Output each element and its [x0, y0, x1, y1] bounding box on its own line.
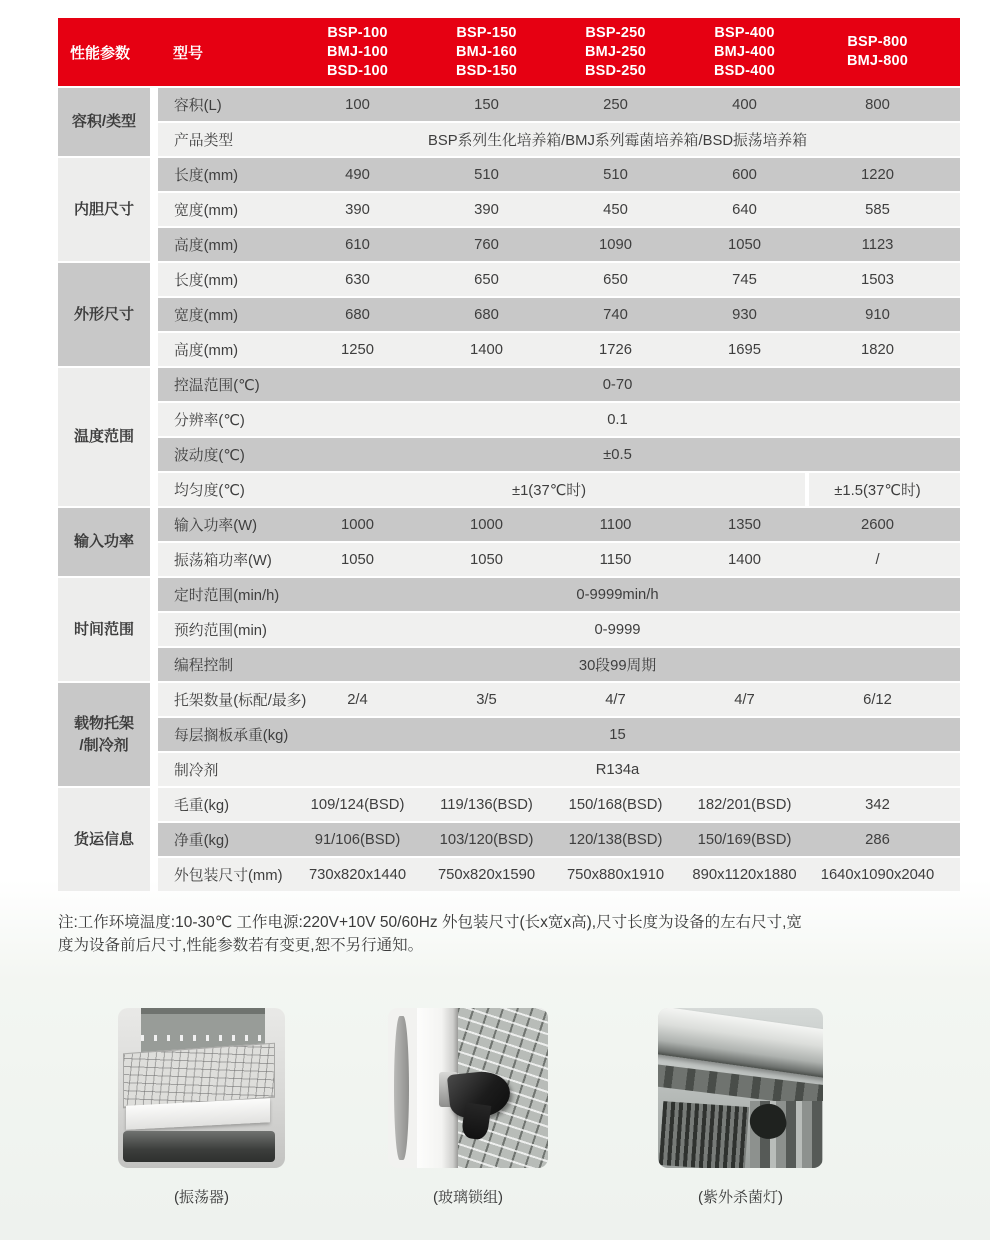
- value-cell: 910: [865, 306, 890, 323]
- value-cell: 800: [865, 96, 890, 113]
- spec-row: [158, 438, 960, 471]
- category-label: 内胆尺寸: [73, 200, 134, 218]
- model-number: BSD-100: [326, 62, 389, 79]
- row-label: 每层搁板承重(kg): [174, 728, 289, 744]
- value-cell: 1050: [470, 551, 503, 568]
- spec-row: [158, 263, 960, 296]
- spec-row: [158, 753, 960, 786]
- footnote-line-1: 注:工作环境温度:10-30℃ 工作电源:220V+10V 50/60Hz 外包装尺寸(长x宽x高),尺寸长度为设备的左右尺寸,宽: [58, 913, 802, 931]
- span-value-cell: 0.1: [607, 411, 628, 428]
- value-cell: 1123: [861, 236, 894, 253]
- value-cell: 100: [345, 96, 370, 113]
- model-number: BMJ-250: [584, 43, 647, 60]
- row-label: 振荡箱功率(W): [174, 553, 272, 569]
- span-value-cell: 0-9999: [594, 621, 641, 638]
- row-label: 净重(kg): [174, 833, 230, 849]
- value-cell: 730x820x1440: [308, 866, 407, 883]
- row-label: 高度(mm): [174, 238, 239, 254]
- span-value-cell: BSP系列生化培养箱/BMJ系列霉菌培养箱/BSD振荡培养箱: [428, 133, 807, 149]
- value-cell: 4/7: [605, 691, 626, 708]
- span-value-cell: 0-9999min/h: [576, 586, 659, 603]
- value-cell: 1150: [599, 551, 632, 568]
- value-cell: 2600: [861, 516, 894, 533]
- row-label: 长度(mm): [174, 168, 239, 184]
- caption-uv-lamp: (紫外杀菌灯): [698, 1189, 783, 1206]
- header-model-column: [293, 18, 422, 86]
- spec-group: [58, 578, 960, 683]
- value-cell: 640: [732, 201, 757, 218]
- footnote-line-2: 度为设备前后尺寸,性能参数若有变更,恕不另行通知。: [58, 936, 424, 954]
- span-left-value-cell: ±1(37℃时): [511, 483, 587, 499]
- category-label: 温度范围: [73, 428, 134, 445]
- row-label: 定时范围(min/h): [174, 588, 280, 604]
- category-cell: [58, 263, 150, 366]
- value-cell: 1000: [341, 516, 374, 533]
- value-cell: 6/12: [863, 691, 892, 708]
- model-number: BSP-800: [847, 34, 908, 50]
- value-cell: 1695: [728, 341, 761, 358]
- category-label: /制冷剂: [79, 736, 129, 754]
- value-cell: 150: [474, 96, 499, 113]
- row-label: 输入功率(W): [174, 518, 258, 534]
- category-label: 容积/类型: [71, 113, 137, 130]
- spec-row: [158, 508, 960, 541]
- value-cell: 585: [865, 201, 890, 218]
- spec-row: [158, 823, 960, 856]
- row-label: 均匀度(℃): [174, 483, 245, 499]
- category-cell: [58, 508, 150, 576]
- group-rows: [158, 368, 960, 508]
- value-cell: 930: [732, 306, 757, 323]
- spec-group: [58, 263, 960, 368]
- spec-row: [158, 368, 960, 401]
- value-cell: 510: [603, 166, 628, 183]
- model-number: BMJ-400: [713, 43, 776, 60]
- spec-row: [158, 403, 960, 436]
- category-label: 载物托架: [73, 714, 134, 732]
- value-cell: 890x1120x1880: [692, 866, 797, 883]
- value-cell: 650: [474, 271, 499, 288]
- spec-group: [58, 788, 960, 893]
- shaker-dark-base: [123, 1131, 275, 1161]
- value-cell: 1350: [728, 516, 761, 533]
- category-cell: [58, 368, 150, 506]
- value-cell: 745: [732, 271, 757, 288]
- header-model-column: [551, 18, 680, 86]
- photo-shaker: [118, 1008, 285, 1168]
- category-label: 货运信息: [73, 830, 134, 848]
- row-label: 容积(L): [174, 98, 222, 114]
- value-cell: 390: [345, 201, 370, 218]
- caption-glass-lock: (玻璃锁组): [433, 1189, 503, 1206]
- model-number: BMJ-100: [326, 43, 389, 60]
- caption-shaker: (振荡器): [174, 1189, 229, 1206]
- row-label: 高度(mm): [174, 343, 239, 359]
- group-rows: [158, 88, 960, 158]
- spec-row: [158, 578, 960, 611]
- spec-row: [158, 473, 960, 506]
- spec-table: [58, 18, 960, 893]
- row-label: 预约范围(min): [174, 623, 267, 639]
- spec-row: [158, 613, 960, 646]
- span-value-cell: 15: [609, 726, 626, 743]
- row-label: 长度(mm): [174, 273, 239, 289]
- value-cell: 1250: [341, 341, 374, 358]
- header-model-column: [422, 18, 551, 86]
- row-label: 托架数量(标配/最多): [174, 693, 307, 709]
- category-cell: [58, 88, 150, 156]
- row-label: 分辨率(℃): [174, 413, 245, 429]
- spec-group: [58, 508, 960, 578]
- model-number: BSP-400: [714, 24, 775, 41]
- model-number: BMJ-160: [455, 43, 518, 60]
- header-performance-params: 性能参数: [70, 44, 131, 62]
- row-label: 外包装尺寸(mm): [174, 868, 283, 884]
- value-cell: 1726: [599, 341, 632, 358]
- row-label: 编程控制: [174, 658, 234, 674]
- span-value-cell: R134a: [595, 761, 640, 778]
- value-cell: 91/106(BSD): [314, 831, 401, 848]
- value-cell: 1820: [861, 341, 894, 358]
- value-cell: 510: [474, 166, 499, 183]
- value-cell: 600: [732, 166, 757, 183]
- category-label: 输入功率: [73, 533, 134, 550]
- spec-row: [158, 158, 960, 191]
- category-cell: [58, 158, 150, 261]
- value-cell: 1400: [470, 341, 503, 358]
- value-cell: 103/120(BSD): [439, 831, 534, 848]
- row-label: 毛重(kg): [174, 798, 230, 814]
- value-cell: 342: [865, 796, 890, 813]
- span-value-cell: ±0.5: [603, 446, 632, 463]
- model-number: BSP-100: [327, 24, 388, 41]
- spec-row: [158, 193, 960, 226]
- header-model-column: [680, 18, 809, 86]
- spec-row: [158, 858, 960, 891]
- row-label: 宽度(mm): [174, 203, 239, 219]
- photo-uv-lamp: [658, 1008, 823, 1168]
- spec-row: [158, 298, 960, 331]
- footnote: [58, 911, 942, 957]
- model-number: BSD-150: [455, 62, 518, 79]
- row-label: 控温范围(℃): [174, 378, 260, 394]
- spec-row: [158, 788, 960, 821]
- spec-group: [58, 683, 960, 788]
- spec-row: [158, 88, 960, 121]
- value-cell: 1050: [341, 551, 374, 568]
- value-cell: 120/138(BSD): [568, 831, 663, 848]
- row-label: 波动度(℃): [174, 448, 245, 464]
- spec-row: [158, 543, 960, 576]
- group-rows: [158, 788, 960, 893]
- group-rows: [158, 508, 960, 578]
- spec-row: [158, 718, 960, 751]
- model-number: BSD-400: [713, 62, 776, 79]
- row-label: 产品类型: [174, 133, 234, 149]
- group-rows: [158, 263, 960, 368]
- spec-group: [58, 88, 960, 158]
- category-cell: [58, 578, 150, 681]
- value-cell: 740: [603, 306, 628, 323]
- value-cell: 630: [345, 271, 370, 288]
- value-cell: 1400: [728, 551, 761, 568]
- value-cell: 150/169(BSD): [697, 831, 792, 848]
- value-cell: 119/136(BSD): [440, 796, 533, 813]
- spec-row: [158, 123, 960, 156]
- value-cell: 182/201(BSD): [697, 796, 792, 813]
- value-cell: 1640x1090x2040: [820, 866, 935, 883]
- value-cell: 109/124(BSD): [310, 796, 405, 813]
- row-label: 宽度(mm): [174, 308, 239, 324]
- door-edge-sliver: [394, 1016, 408, 1160]
- spec-row: [158, 683, 960, 716]
- spec-row: [158, 648, 960, 681]
- value-cell: 400: [732, 96, 757, 113]
- category-label: 时间范围: [73, 620, 134, 638]
- model-number: BSP-150: [456, 24, 517, 41]
- header-model-column: [809, 18, 960, 86]
- spec-row: [158, 228, 960, 261]
- value-cell: 750x820x1590: [437, 866, 536, 883]
- value-cell: 650: [603, 271, 628, 288]
- span-value-cell: 0-70: [602, 376, 633, 393]
- photo-glass-lock: [388, 1008, 548, 1168]
- row-label: 制冷剂: [174, 763, 219, 779]
- value-cell: 3/5: [476, 691, 497, 708]
- value-cell: 1000: [470, 516, 503, 533]
- value-cell: 680: [474, 306, 499, 323]
- model-number: BMJ-800: [846, 53, 909, 69]
- value-cell: 4/7: [734, 691, 755, 708]
- model-number: BSP-250: [585, 24, 646, 41]
- model-number: BSD-250: [584, 62, 647, 79]
- value-cell: 250: [603, 96, 628, 113]
- group-rows: [158, 578, 960, 683]
- uv-lamp-fins: [659, 1101, 749, 1168]
- value-cell: 1220: [861, 166, 894, 183]
- value-cell: 680: [345, 306, 370, 323]
- value-cell: 390: [474, 201, 499, 218]
- group-rows: [158, 683, 960, 788]
- category-label: 外形尺寸: [73, 305, 134, 323]
- value-cell: 1100: [599, 516, 632, 533]
- value-cell: 286: [865, 831, 890, 848]
- value-cell: 760: [474, 236, 499, 253]
- value-cell: 1503: [861, 271, 894, 288]
- spec-group: [58, 158, 960, 263]
- value-cell: 150/168(BSD): [568, 796, 663, 813]
- value-cell: 490: [345, 166, 370, 183]
- category-cell: [58, 683, 150, 786]
- span-value-cell: 30段99周期: [578, 658, 657, 674]
- value-cell: 1050: [728, 236, 761, 253]
- value-cell: /: [875, 551, 880, 568]
- value-cell: 1090: [599, 236, 632, 253]
- category-cell: [58, 788, 150, 891]
- header-model-label: 型号: [173, 44, 204, 62]
- value-cell: 750x880x1910: [566, 866, 665, 883]
- right-value-cell: ±1.5(37℃时): [834, 483, 921, 499]
- spec-group: [58, 368, 960, 508]
- value-cell: 2/4: [347, 691, 368, 708]
- value-cell: 450: [603, 201, 628, 218]
- table-body: [58, 88, 960, 893]
- value-cell: 610: [345, 236, 370, 253]
- table-header-row: [58, 18, 960, 86]
- spec-row: [158, 333, 960, 366]
- group-rows: [158, 158, 960, 263]
